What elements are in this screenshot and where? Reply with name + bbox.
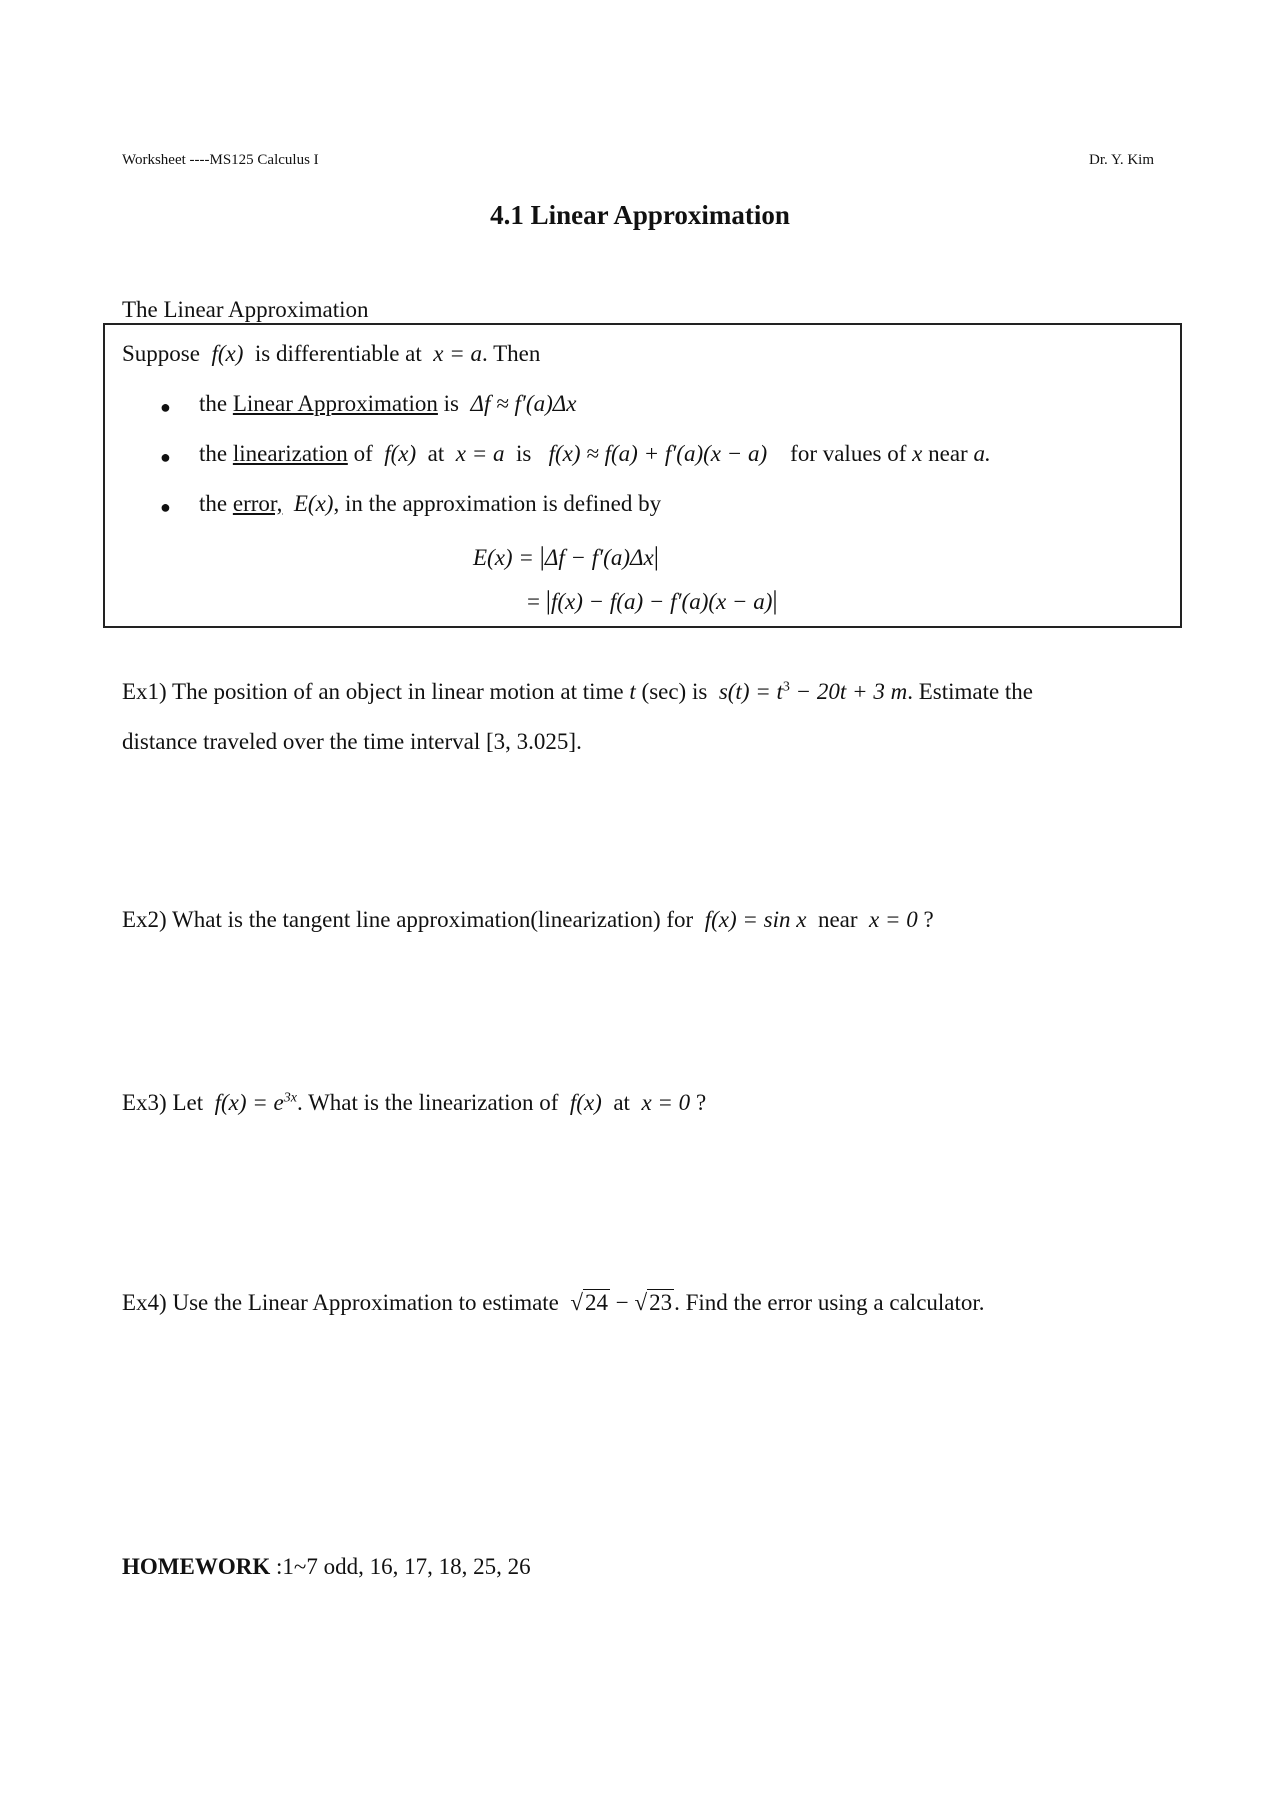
ex2-question: Ex2) What is the tangent line approximation(linearization) for f(x) = sin x near x = 0 ? xyxy=(122,907,934,932)
bullet-icon: ● xyxy=(160,397,171,417)
sqrt-icon: √ xyxy=(570,1290,584,1315)
sqrt-icon: √ xyxy=(634,1290,648,1315)
box-intro: Suppose f(x) is differentiable at x = a. Then xyxy=(122,341,541,366)
page-title: 4.1 Linear Approximation xyxy=(490,200,790,230)
header-right: Dr. Y. Kim xyxy=(1089,152,1155,168)
error-equation-2: = |f(x) − f(a) − f′(a)(x − a)| xyxy=(527,586,778,615)
error-equation-1: E(x) = |Δf − f′(a)Δx| xyxy=(473,542,659,571)
section-label: The Linear Approximation xyxy=(122,297,369,322)
header-left: Worksheet ----MS125 Calculus I xyxy=(122,152,319,168)
definition-box xyxy=(103,323,1182,628)
ex1-line-2: distance traveled over the time interval [3, 3.025]. xyxy=(122,729,582,754)
ex4-question: Ex4) Use the Linear Approximation to estimate √24 − √23. Find the error using a calculator. xyxy=(122,1290,985,1315)
bullet-icon: ● xyxy=(160,447,171,467)
ex1-line-1: Ex1) The position of an object in linear motion at time t (sec) is $s(t) = t^3 - 20t + 3$ m. Estimate the xyxy=(122,679,1034,704)
bullet-linearization: the linearization of f(x) at x = a is f(x) ≈ f(a) + f′(a)(x − a) for values of x near a. xyxy=(199,441,991,466)
homework-line: HOMEWORK :1~7 odd, 16, 17, 18, 25, 26 xyxy=(122,1554,531,1579)
bullet-error: the error, E(x), in the approximation is defined by xyxy=(199,491,662,516)
ex3-question: Ex3) Let $f(x) = e^{3x}$. What is the linearization of f(x) at x = 0 ? xyxy=(122,1090,707,1115)
bullet-linear-approximation: the Linear Approximation is Δf ≈ f′(a)Δx xyxy=(199,391,577,416)
bullet-icon: ● xyxy=(160,497,171,517)
